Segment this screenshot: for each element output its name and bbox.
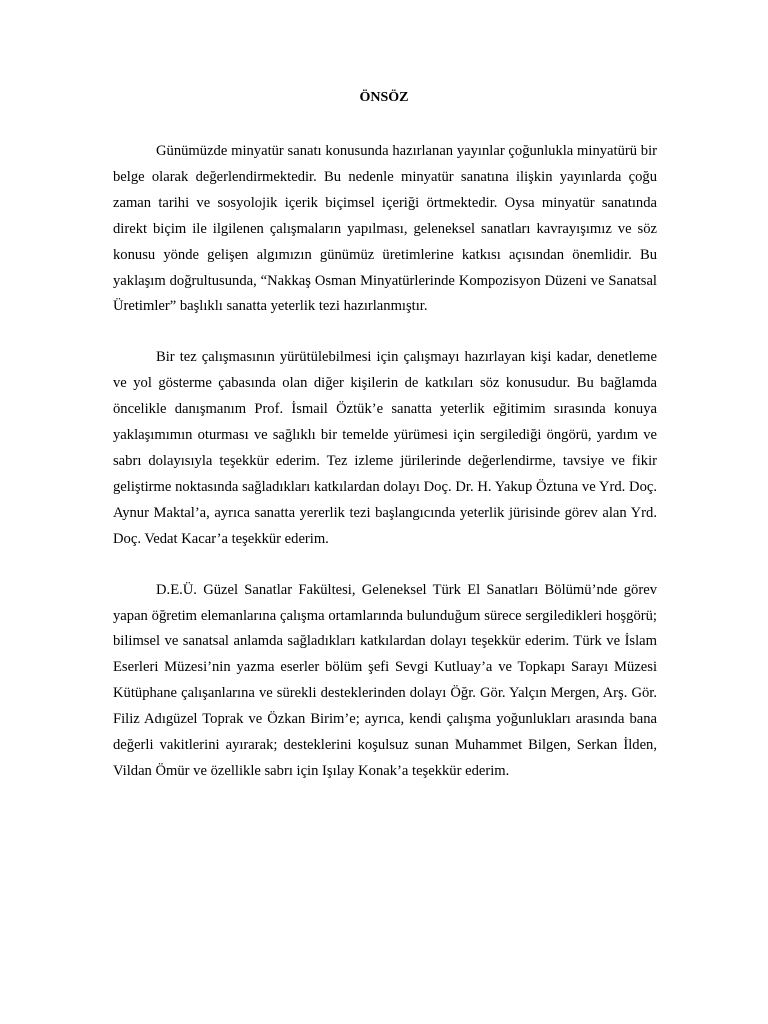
paragraph-advisors: Bir tez çalışmasının yürütülebilmesi için çalışmayı hazırlayan kişi kadar, denetleme ve yol gösterme çabasında olan diğer kişilerin de katkıları söz konusudur. Bu bağlamda öncelikle danışmanım Prof. İsmail Öztük’e sanatta yeterlik eğitimim sırasında konuya yaklaşımımın oturması ve sağlıklı bir temelde yürümesi için sergilediği öngörü, yardım ve sabrı dolayısıyla teşekkür ederim. Tez izleme jürilerinde değerlendirme, tavsiye ve fikir geliştirme noktasında sağladıkları katkılardan dolayı Doç. Dr. H. Yakup Öztuna ve Yrd. Doç. Aynur Maktal’a, ayrıca sanatta yererlik tezi başlangıcında yeterlik jürisinde görev alan Yrd. Doç. Vedat Kacar’a teşekkür ederim. — [113, 349, 657, 547]
document-body — [113, 139, 657, 785]
paragraph-acknowledgements: D.E.Ü. Güzel Sanatlar Fakültesi, Geleneksel Türk El Sanatları Bölümü’nde görev yapan öğretim elemanlarına çalışma ortamlarında bulunduğum sürece sergiledikleri hoşgörü; bilimsel ve sanatsal anlamda sağladıkları katkılardan dolayı teşekkür ederim. Türk ve İslam Eserleri Müzesi’nin yazma eserler bölüm şefi Sevgi Kutluay’a ve Topkapı Sarayı Müzesi Kütüphane çalışanlarına ve sürekli desteklerinden dolayı Öğr. Gör. Yalçın Mergen, Arş. Gör. Filiz Adıgüzel Toprak ve Özkan Birim’e; ayrıca, kendi çalışma yoğunlukları arasında bana değerli vakitlerini ayırarak; desteklerini koşulsuz sunan Muhammet Bilgen, Serkan İlden, Vildan Ömür ve özellikle sabrı için Işılay Konak’a teşekkür ederim. — [113, 581, 657, 779]
page-title: ÖNSÖZ — [359, 90, 409, 105]
paragraph-intro: Günümüzde minyatür sanatı konusunda hazırlanan yayınlar çoğunlukla minyatürü bir belge olarak değerlendirmektedir. Bu nedenle minyatür sanatına ilişkin yayınlarda çoğu zaman tarihi ve sosyolojik içerik biçimsel içeriği örtmektedir. Oysa minyatür sanatında direkt biçim ile ilgilenen çalışmaların yapılması, geleneksel sanatları kavrayışımız ve söz konusu yönde gelişen algımızın günümüz üretimlerine katkısı açısından önemlidir. Bu yaklaşım doğrultusunda, “Nakkaş Osman Minyatürlerinde Kompozisyon Düzeni ve Sanatsal Üretimler” başlıklı sanatta yeterlik tezi hazırlanmıştır. — [113, 143, 657, 315]
